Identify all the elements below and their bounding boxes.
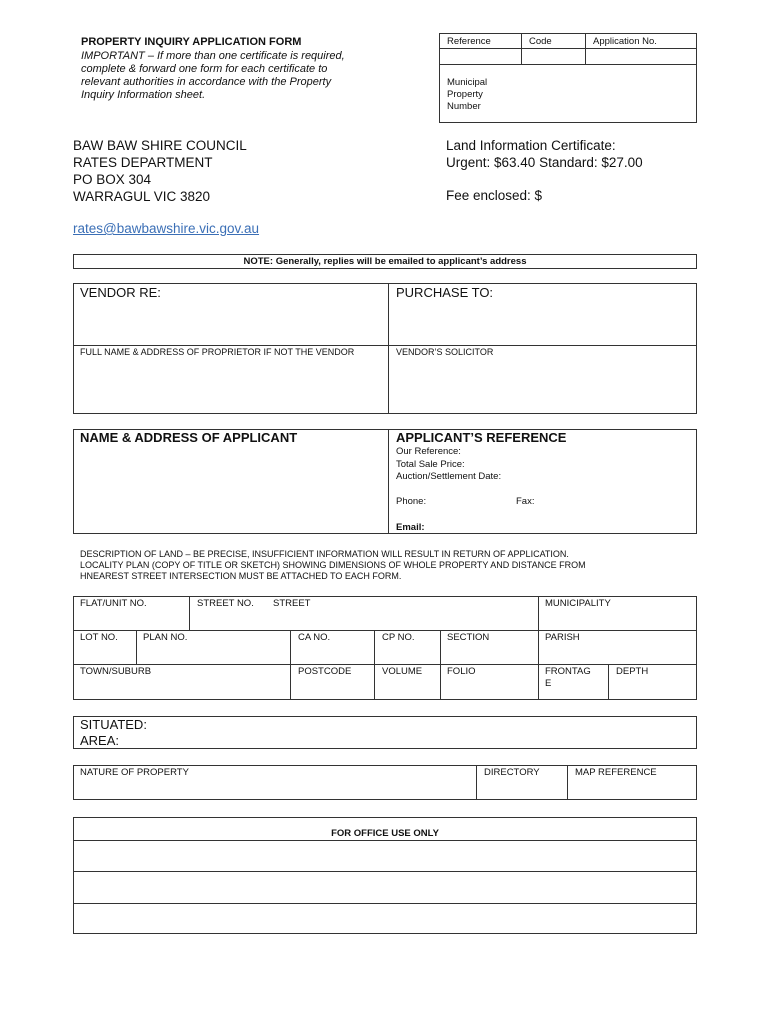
section-label: SECTION [447, 632, 490, 643]
important-line: complete & forward one form for each certificate to [81, 63, 328, 75]
note-banner [73, 254, 697, 269]
important-line: IMPORTANT – If more than one certificate is required, [81, 50, 345, 62]
land-divider [136, 630, 137, 664]
land-row-line-1 [73, 630, 697, 631]
municipal-property-number-label [447, 77, 487, 113]
reference-header-line [439, 48, 697, 49]
form-title: PROPERTY INQUIRY APPLICATION FORM [81, 36, 302, 48]
address-line: RATES DEPARTMENT [73, 155, 213, 170]
reference-field-line [439, 64, 697, 65]
land-divider [440, 630, 441, 700]
volume-label: VOLUME [382, 666, 423, 677]
fee-line: Land Information Certificate: [446, 138, 616, 153]
ca-no-label: CA NO. [298, 632, 331, 643]
nature-divider [476, 765, 477, 800]
land-description-instructions [80, 549, 690, 582]
municipality-label: MUNICIPALITY [545, 598, 611, 609]
flat-unit-label: FLAT/UNIT NO. [80, 598, 147, 609]
municipal-line: Number [447, 101, 481, 112]
phone-label: Phone: [396, 496, 427, 507]
applicant-reference-title: APPLICANT’S REFERENCE [396, 430, 567, 445]
land-details-table [73, 596, 697, 700]
frontage-label [545, 666, 591, 690]
fees-block [446, 137, 643, 171]
land-divider [189, 596, 190, 630]
cp-no-label: CP NO. [382, 632, 415, 643]
important-line: relevant authorities in accordance with the Property [81, 76, 332, 88]
important-note [81, 50, 411, 102]
description-line: DESCRIPTION OF LAND – BE PRECISE, INSUFFICIENT INFORMATION WILL RESULT IN RETURN OF APPLICATION. [80, 549, 569, 559]
vendor-re-label: VENDOR RE: [80, 285, 161, 300]
parish-label: PARISH [545, 632, 580, 643]
applicant-reference-fields [396, 446, 501, 484]
postcode-label: POSTCODE [298, 666, 352, 677]
folio-label: FOLIO [447, 666, 476, 677]
land-divider [608, 664, 609, 700]
fee-line: Urgent: $63.40 Standard: $27.00 [446, 155, 643, 170]
purchase-to-label: PURCHASE TO: [396, 285, 494, 300]
office-use-title: FOR OFFICE USE ONLY [331, 828, 439, 839]
vendor-row-line [73, 345, 697, 346]
address-line: PO BOX 304 [73, 172, 152, 187]
council-email-link[interactable]: rates@bawbawshire.vic.gov.au [73, 221, 260, 236]
street-no-label: STREET NO. [197, 598, 254, 609]
office-row-line [73, 903, 697, 904]
land-divider [374, 630, 375, 700]
depth-label: DEPTH [616, 666, 649, 677]
directory-divider [567, 765, 568, 800]
address-line: WARRAGUL VIC 3820 [73, 189, 211, 204]
area-label: AREA: [80, 733, 120, 748]
office-row-line [73, 840, 697, 841]
applicant-divider [388, 429, 389, 534]
office-row-line [73, 871, 697, 872]
name-address-label: NAME & ADDRESS OF APPLICANT [80, 430, 298, 445]
vendor-divider [388, 283, 389, 414]
address-line: BAW BAW SHIRE COUNCIL [73, 138, 247, 153]
nature-label: NATURE OF PROPERTY [80, 767, 189, 778]
reference-divider [521, 33, 522, 64]
code-divider [585, 33, 586, 64]
solicitor-label: VENDOR’S SOLICITOR [396, 347, 494, 357]
reference-label: Reference [447, 36, 491, 47]
fax-label: Fax: [516, 496, 535, 507]
our-reference-label: Our Reference: [396, 446, 461, 457]
description-line: HNEAREST STREET INTERSECTION MUST BE ATTACHED TO EACH FORM. [80, 571, 402, 581]
land-divider [538, 596, 539, 700]
town-suburb-label: TOWN/SUBURB [80, 666, 152, 677]
plan-no-label: PLAN NO. [143, 632, 188, 643]
municipal-line: Municipal [447, 77, 488, 88]
fee-enclosed: Fee enclosed: $ [446, 188, 543, 203]
situated-label: SITUATED: [80, 717, 147, 732]
description-line: LOCALITY PLAN (COPY OF TITLE OR SKETCH) SHOWING DIMENSIONS OF WHOLE PROPERTY AND DISTANCE FROM [80, 560, 586, 570]
auction-date-label: Auction/Settlement Date: [396, 471, 502, 482]
directory-label: DIRECTORY [484, 767, 540, 778]
frontage-line: FRONTAG [545, 666, 591, 677]
important-line: Inquiry Information sheet. [81, 89, 206, 101]
land-divider [290, 630, 291, 700]
note-text: NOTE: Generally, replies will be emailed to applicant’s address [243, 256, 527, 267]
situated-area-box [73, 716, 697, 749]
map-reference-label: MAP REFERENCE [575, 767, 657, 778]
total-sale-price-label: Total Sale Price: [396, 458, 465, 470]
land-row-line-2 [73, 664, 697, 665]
email-label: Email: [396, 522, 425, 533]
municipal-line: Property [447, 89, 483, 100]
application-no-label: Application No. [593, 36, 657, 47]
proprietor-label: FULL NAME & ADDRESS OF PROPRIETOR IF NOT THE VENDOR [80, 347, 355, 357]
code-label: Code [529, 36, 552, 47]
street-label: STREET [273, 598, 311, 609]
lot-no-label: LOT NO. [80, 632, 118, 643]
frontage-line: E [545, 678, 552, 689]
council-address [73, 137, 247, 205]
